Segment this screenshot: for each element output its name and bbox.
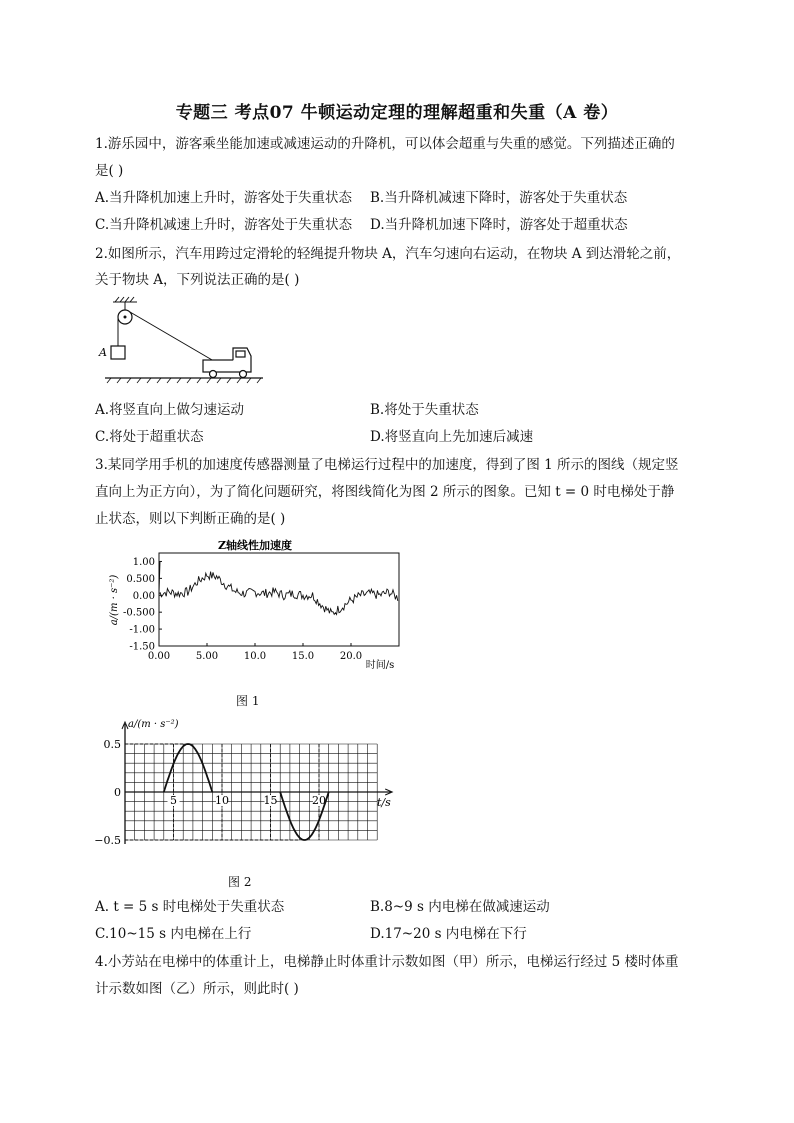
q1-stem-line2: 是( ) — [95, 163, 124, 179]
figure2-caption: 图 2 — [228, 875, 252, 889]
block-a-label: A — [99, 346, 107, 359]
fig1-ytick-label: 1.00 — [132, 556, 155, 568]
fig2-ytick-label: −0.5 — [94, 834, 121, 847]
block-a — [111, 346, 125, 359]
fig1-ytick-label: 0.500 — [126, 573, 155, 585]
fig1-ytick-label: -1.00 — [129, 624, 155, 636]
fig2-series-curve — [164, 744, 213, 792]
fig2-ytick-label: 0.5 — [103, 738, 121, 751]
fig1-ylabel: a/(m · s⁻²) — [109, 574, 120, 626]
q1-option-d[interactable]: D.当升降机加速下降时，游客处于超重状态 — [370, 217, 628, 233]
page-title: 专题三 考点07 牛顿运动定理的理解超重和失重（A 卷） — [175, 103, 619, 123]
pulley-truck-figure — [95, 296, 265, 388]
fig1-xtick-label: 0.00 — [147, 651, 171, 662]
q3-option-a[interactable]: A. t = 5 s 时电梯处于失重状态 — [95, 899, 285, 915]
fig2-ytick-label: 0 — [114, 786, 121, 799]
q1-option-b[interactable]: B.当升降机减速下降时，游客处于失重状态 — [370, 190, 628, 206]
fig2-xlabel: t/s — [377, 796, 391, 809]
fig2-xtick-label: 10 — [215, 794, 229, 807]
fig2-xtick-label: 5 — [170, 794, 177, 807]
q2-option-d[interactable]: D.将竖直向上先加速后减速 — [370, 429, 534, 445]
fig1-ytick-label: 0.00 — [132, 590, 155, 602]
q2-option-c[interactable]: C.将处于超重状态 — [95, 429, 204, 445]
fig1-plot-frame — [159, 553, 399, 646]
q2-stem-line1: 2.如图所示，汽车用跨过定滑轮的轻绳提升物块 A，汽车匀速向右运动，在物块 A 到达滑轮之前， — [95, 246, 681, 262]
fig1-series-line — [159, 562, 398, 615]
q1-option-c[interactable]: C.当升降机减速上升时，游客处于失重状态 — [95, 217, 353, 233]
q4-stem-line1: 4.小芳站在电梯中的体重计上，电梯静止时体重计示数如图（甲）所示，电梯运行经过 5 楼时体重 — [95, 954, 679, 970]
truck-icon — [203, 348, 251, 378]
fig2-xtick-label: 15 — [263, 794, 278, 807]
q2-stem-line2: 关于物块 A，下列说法正确的是( ) — [95, 272, 300, 288]
fig1-xtick-label: 15.0 — [291, 651, 315, 662]
fig1-xtick-label: 10.0 — [243, 651, 267, 662]
q3-stem-line1: 3.某同学用手机的加速度传感器测量了电梯运行过程中的加速度，得到了图 1 所示的图线（规定竖 — [95, 457, 679, 473]
fig1-title: Z轴线性加速度 — [217, 539, 293, 552]
fig1-xtick-label: 20.0 — [339, 651, 363, 662]
figure1-caption: 图 1 — [236, 694, 260, 708]
fig1-ytick-label: -0.500 — [122, 607, 155, 619]
q3-stem-line3: 止状态，则以下判断正确的是( ) — [95, 511, 286, 527]
ceiling-hatch — [113, 297, 137, 302]
fig1-ytick-label: -1.50 — [129, 641, 155, 653]
rope-slanted — [130, 312, 219, 364]
q2-option-a[interactable]: A.将竖直向上做匀速运动 — [95, 402, 245, 418]
q2-option-b[interactable]: B.将处于失重状态 — [370, 402, 479, 418]
q3-stem-line2: 直向上为正方向），为了简化问题研究，将图线简化为图 2 所示的图象。已知 t = 0 时电梯处于静 — [95, 484, 675, 500]
fig2-xtick-label: 20 — [312, 794, 326, 807]
q3-option-b[interactable]: B.8~9 s 内电梯在做减速运动 — [370, 899, 550, 915]
fig2-ylabel: a/(m · s⁻²) — [128, 719, 179, 730]
q1-stem-line1: 1.游乐园中，游客乘坐能加速或减速运动的升降机，可以体会超重与失重的感觉。下列描述正确的 — [95, 136, 675, 152]
q3-option-c[interactable]: C.10~15 s 内电梯在上行 — [95, 926, 252, 942]
q3-option-d[interactable]: D.17~20 s 内电梯在下行 — [370, 926, 527, 942]
figure2-chart — [95, 712, 405, 857]
fig1-xlabel: 时间/s — [365, 660, 395, 671]
q1-option-a[interactable]: A.当升降机加速上升时，游客处于失重状态 — [95, 190, 353, 206]
q4-stem-line2: 计示数如图（乙）所示，则此时( ) — [95, 981, 299, 997]
fig1-xtick-label: 5.00 — [195, 651, 219, 662]
figure1-chart — [95, 536, 415, 671]
